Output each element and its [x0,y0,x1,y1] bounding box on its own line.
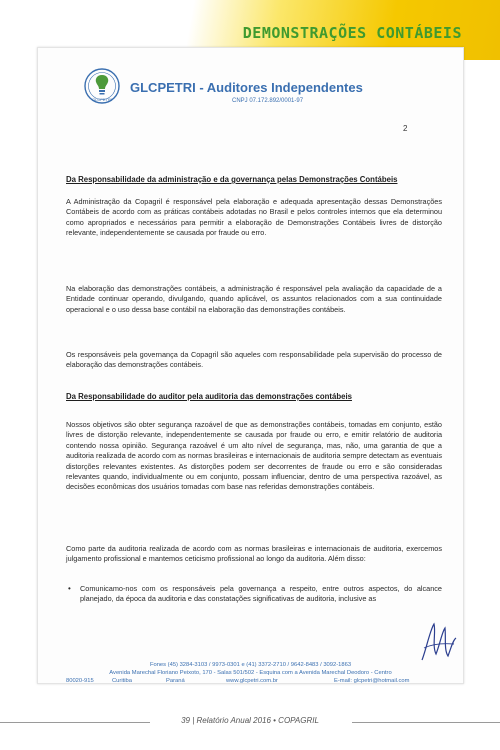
page-footer [0,708,500,738]
letterhead-site: www.glcpetri.com.br [226,678,278,684]
handwritten-signature [418,610,460,670]
section-heading-auditor: Da Responsabilidade do auditor pela auditoria das demonstrações contábeis [66,392,352,401]
list-item-text: Comunicamo-nos com os responsáveis pela governança a respeito, entre outros aspectos, do alcance planejado, da época da auditoria e das constatações significativas de auditoria, inclusive as [80,584,442,604]
footer-separator: | [192,716,195,725]
letterhead-city: Curitiba [112,678,132,684]
scanned-document-page [37,47,464,684]
letterhead-state: Paraná [166,678,185,684]
letterhead [82,66,382,116]
bullet-icon: • [68,584,71,593]
letterhead-address: Avenida Marechal Floriano Peixoto, 170 - Salas 501/502 - Esquina com a Avenida Marechal Deodoro - Centro [109,670,392,676]
paragraph-administration-2: Na elaboração das demonstrações contábeis, a administração é responsável pela avaliação da capacidade de a Entidade continuar operando, divulgando, quando aplicável, os assuntos relacionados com a sua continuidade operacional e o uso dessa base contábil na elaboração das demonstrações contábeis. [66,284,442,314]
firm-name: GLCPETRI - Auditores Independentes [130,80,363,95]
footer-text [0,716,500,725]
paragraph-administration-1: A Administração da Copagril é responsável pela elaboração e adequada apresentação dessas Demonstrações Contábeis de acordo com as práticas contábeis adotadas no Brasil e pelos controles internos que ela determinou como apropriados e necessários para permitir a elaboração de Demonstrações Contábeis livres de distorção relevante, independentemente se causada por fraude ou erro. [66,197,442,238]
paragraph-administration-3: Os responsáveis pela governança da Copagril são aqueles com responsabilidade pela supervisão do processo de elaboração das demonstrações contábeis. [66,350,442,370]
report-title: Relatório Anual 2016 • COPAGRIL [196,716,319,725]
paragraph-auditor-2: Como parte da auditoria realizada de acordo com as normas brasileiras e internacionais de auditoria, exercemos julgamento profissional e mantemos ceticismo profissional ao longo da auditoria. Além disso: [66,544,442,564]
page-number: 39 [181,716,190,725]
letterhead-phones: Fones (45) 3284-3103 / 9973-0301 e (41) 3372-2710 / 9642-8483 / 3092-1863 [149,662,352,668]
letterhead-email: E-mail: glcpetri@hotmail.com [334,678,410,684]
paragraph-auditor-1: Nossos objetivos são obter segurança razoável de que as demonstrações contábeis, tomadas em conjunto, estão livres de distorção relevante, independentemente se causada por fraude ou erro, e emitir relatório de auditoria contendo nossa opinião. Segurança razoável é um alto nível de segurança, mas, não, uma garantia de que a auditoria realizada de acordo com as normas brasileiras e internacionais de auditoria sempre detectam as eventuais distorções relevantes existentes. As distorções podem ser decorrentes de fraude ou erro e são consideradas relevantes quando, individualmente ou em conjunto, possam influenciar, dentro de uma perspectiva razoável, as decisões econômicas dos usuários tomadas com base nas referidas demonstrações contábeis. [66,420,442,492]
letterhead-cep: 80020-915 [66,678,94,684]
section-heading-administration: Da Responsabilidade da administração e da governança pelas Demonstrações Contábeis [66,175,398,184]
seal-label: GLCPETRI [91,97,113,102]
letterhead-contact-row [66,678,436,686]
lightbulb-seal-icon [82,66,122,108]
document-page-number: 2 [403,124,408,133]
firm-cnpj: CNPJ 07.172.892/0001-97 [232,98,304,104]
section-title: DEMONSTRAÇÕES CONTÁBEIS [242,24,462,42]
